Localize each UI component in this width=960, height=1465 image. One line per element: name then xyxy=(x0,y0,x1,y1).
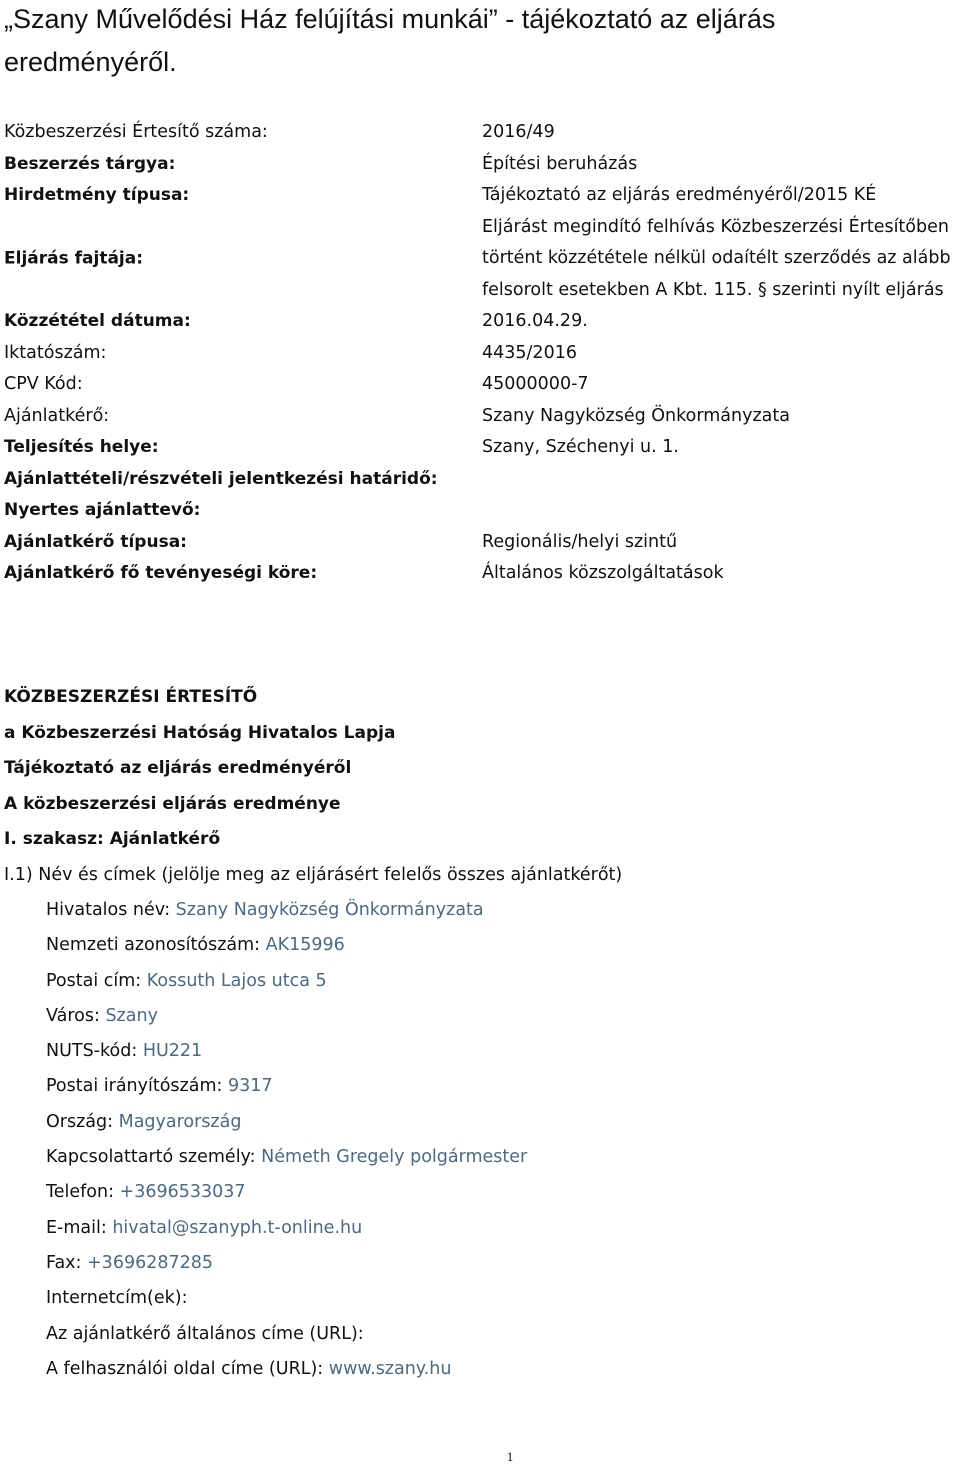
detail-label: Város: xyxy=(46,1005,100,1026)
meta-value: 45000000-7 xyxy=(482,374,589,394)
meta-label: Közbeszerzési Értesítő száma: xyxy=(4,122,268,142)
meta-row-nyertes xyxy=(4,495,960,527)
detail-value: Németh Gregely polgármester xyxy=(261,1147,528,1168)
document-title: „Szany Művelődési Ház felújítási munkái” - tájékoztató az eljárás eredményéről. xyxy=(4,4,776,77)
detail-value: hivatal@szanyph.t-online.hu xyxy=(112,1217,363,1238)
notice-metadata xyxy=(4,117,960,590)
meta-label: Beszerzés tárgya: xyxy=(4,153,176,174)
detail-line xyxy=(46,964,954,999)
detail-line xyxy=(46,1281,954,1316)
detail-value: Kossuth Lajos utca 5 xyxy=(146,970,327,991)
detail-line xyxy=(46,1246,954,1281)
notice-section xyxy=(4,680,954,1387)
detail-value: Magyarország xyxy=(118,1111,242,1132)
meta-value: Regionális/helyi szintű xyxy=(482,531,678,552)
detail-line xyxy=(46,928,954,963)
meta-value: Építési beruházás xyxy=(482,153,638,174)
meta-label: Teljesítés helye: xyxy=(4,437,159,457)
detail-line xyxy=(46,1034,954,1069)
meta-label: Ajánlatkérő fő tevényeségi köre: xyxy=(4,563,318,583)
meta-value: Tájékoztató az eljárás eredményéről/2015 KÉ xyxy=(482,185,877,205)
detail-value: AK15996 xyxy=(265,935,345,956)
detail-line xyxy=(46,1211,954,1246)
section-paragraph: I.1) Név és címek (jelölje meg az eljárásért felelős összes ajánlatkérőt) xyxy=(4,864,623,885)
meta-label: Nyertes ajánlattevő: xyxy=(4,500,201,520)
meta-row-ajanlatkero xyxy=(4,401,960,433)
detail-label: NUTS-kód: xyxy=(46,1041,138,1062)
meta-row-targy xyxy=(4,149,960,181)
detail-value: 9317 xyxy=(227,1076,273,1097)
meta-value: 2016/49 xyxy=(482,122,555,142)
meta-row-hirdetmeny xyxy=(4,180,960,212)
meta-label: Ajánlattételi/részvételi jelentkezési határidő: xyxy=(4,468,438,489)
meta-row-cpv xyxy=(4,369,960,401)
meta-label: Hirdetmény típusa: xyxy=(4,185,190,205)
detail-label: Postai cím: xyxy=(46,970,142,991)
detail-value: HU221 xyxy=(142,1041,203,1062)
meta-value: Szany Nagyközség Önkormányzata xyxy=(482,405,790,426)
meta-value: 4435/2016 xyxy=(482,342,577,363)
section-heading-part-1: I. szakasz: Ajánlatkérő xyxy=(4,829,221,849)
section-subheading: Tájékoztató az eljárás eredményéről xyxy=(4,758,352,778)
meta-row-teljesites xyxy=(4,432,960,464)
detail-line xyxy=(46,1175,954,1210)
detail-label: Internetcím(ek): xyxy=(46,1288,188,1309)
detail-label: Kapcsolattartó személy: xyxy=(46,1147,256,1168)
detail-value: +3696533037 xyxy=(119,1182,246,1203)
section-heading: KÖZBESZERZÉSI ÉRTESÍTŐ xyxy=(4,687,258,707)
detail-label: Telefon: xyxy=(46,1182,114,1203)
meta-value: Szany, Széchenyi u. 1. xyxy=(482,437,679,457)
meta-row-fajta xyxy=(4,212,960,307)
meta-row-hatarido xyxy=(4,464,960,496)
meta-row-tevekenyseg xyxy=(4,558,960,590)
section-subheading: a Közbeszerzési Hatóság Hivatalos Lapja xyxy=(4,722,396,743)
section-subheading: A közbeszerzési eljárás eredménye xyxy=(4,793,341,814)
detail-value: Szany xyxy=(105,1005,158,1026)
contact-details xyxy=(46,893,954,1387)
detail-line xyxy=(46,1105,954,1140)
detail-line xyxy=(46,1352,954,1387)
detail-line xyxy=(46,1317,954,1352)
meta-row-iktato xyxy=(4,338,960,370)
meta-row-kozzetetel xyxy=(4,306,960,338)
detail-value: Szany Nagyközség Önkormányzata xyxy=(175,900,484,920)
meta-value xyxy=(482,495,960,527)
meta-row-tipus xyxy=(4,527,960,559)
detail-label: Fax: xyxy=(46,1252,82,1273)
detail-line xyxy=(46,999,954,1034)
detail-label: E-mail: xyxy=(46,1217,107,1238)
meta-label: Eljárás fajtája: xyxy=(4,248,144,268)
detail-label: A felhasználói oldal címe (URL): xyxy=(46,1358,324,1379)
detail-value: +3696287285 xyxy=(87,1252,214,1273)
meta-label: Közzététel dátuma: xyxy=(4,311,191,331)
page-number: 1 xyxy=(506,1449,514,1464)
meta-label: CPV Kód: xyxy=(4,374,83,394)
meta-row-ert-szama xyxy=(4,117,960,149)
detail-line xyxy=(46,1140,954,1175)
detail-line xyxy=(46,1069,954,1104)
detail-label: Hivatalos név: xyxy=(46,900,171,920)
detail-line xyxy=(46,893,954,928)
detail-label: Nemzeti azonosítószám: xyxy=(46,935,261,956)
meta-value: Eljárást megindító felhívás Közbeszerzési Értesítőben történt közzététele nélkül odaítélt szerződés az alább felsorolt esetekben A Kbt. 115. § szerinti nyílt eljárás xyxy=(482,216,951,300)
meta-value: Általános közszolgáltatások xyxy=(482,563,724,583)
detail-label: Postai irányítószám: xyxy=(46,1076,223,1097)
detail-label: Az ajánlatkérő általános címe (URL): xyxy=(46,1323,364,1344)
meta-label: Ajánlatkérő típusa: xyxy=(4,531,187,552)
meta-label: Iktatószám: xyxy=(4,342,107,363)
detail-label: Ország: xyxy=(46,1111,114,1132)
detail-value: www.szany.hu xyxy=(328,1358,452,1379)
meta-value: 2016.04.29. xyxy=(482,311,588,331)
meta-label: Ajánlatkérő: xyxy=(4,405,110,426)
